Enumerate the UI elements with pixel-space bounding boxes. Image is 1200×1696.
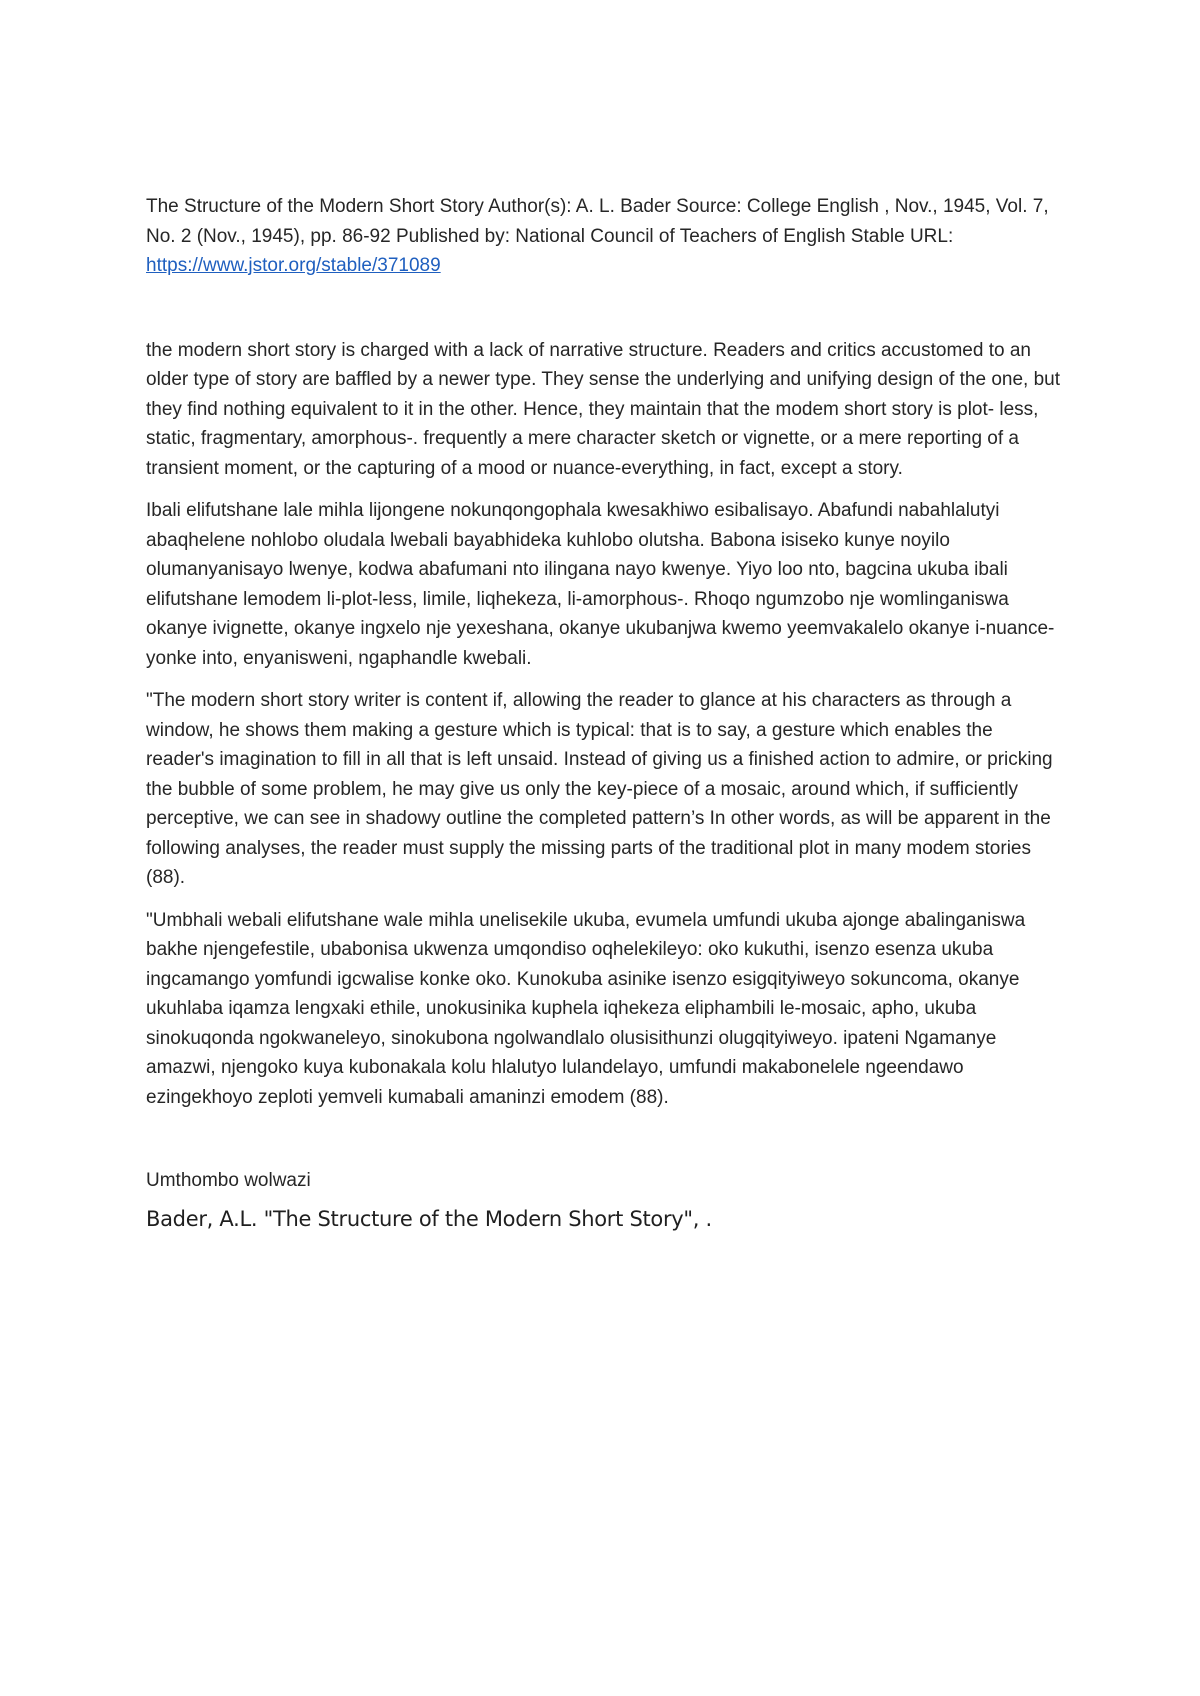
paragraph-english-1: the modern short story is charged with a lack of narrative structure. Readers and critics accustomed to an older type of story are baffled by a newer type. They sense the underlying and unifying design of the one, but they find nothing equivalent to it in the other. Hence, they maintain that the modem short story is plot- less, static, fragmentary, amorphous-. frequently a mere character sketch or vignette, or a mere reporting of a transient moment, or the capturing of a mood or nuance-everything, in fact, except a story. [146,339,1061,479]
reference-entry: Bader, A.L. "The Structure of the Modern Short Story", . [146,1206,712,1231]
citation-block [146,192,1064,281]
paragraph-xhosa-quote: "Umbhali webali elifutshane wale mihla unelisekile ukuba, evumela umfundi ukuba ajonge abalinganiswa bakhe njengefestile, ubabonisa ukwenza umqondiso oqhelekileyo: oko kukuthi, isenzo esenza ukuba ingcamango yomfundi igcwalise konke oko. Kunokuba asinike isenzo esigqityiweyo sokuncoma, okanye ukuhlaba iqamza lengxaki ethile, unokusinika kuphela iqhekeza eliphambili le-mosaic, apho, ukuba sinokuqonda ngokwaneleyo, sinokubona ngolwandlalo olusisithunzi olugqityiweyo. ipateni Ngamanye amazwi, njengoko kuya kubonakala kolu hlalutyo lulandelayo, umfundi makabonelele ngeendawo ezingekhoyo zeploti yemveli kumabali amaninzi emodem (88). [146,909,1026,1108]
stable-url-link[interactable]: https://www.jstor.org/stable/371089 [146,255,441,276]
paragraph-xhosa-1: Ibali elifutshane lale mihla lijongene nokunqongophala kwesakhiwo esibalisayo. Abafundi nabahlalutyi abaqhelene nohlobo oludala lwebali bayabhideka kuhlobo olutsha. Babona isiseko kunye noyilo olumanyanisayo lwenye, kodwa abafumani nto ilingana nayo kwenye. Yiyo loo nto, bagcina ukuba ibali elifutshane lemodem li-plot-less, limile, liqhekeza, li-amorphous-. Rhoqo ngumzobo nje womlinganiswa okanye ivignette, okanye ingxelo nje yexeshana, okanye ukubanjwa kwemo yeemvakalelo okanye i-nuance-yonke into, enyanisweni, ngaphandle kwebali. [146,500,1055,669]
document-page [146,192,1064,1234]
source-heading: Umthombo wolwazi [146,1170,311,1191]
paragraph-english-quote: "The modern short story writer is content if, allowing the reader to glance at his characters as through a window, he shows them making a gesture which is typical: that is to say, a gesture which enables the reader's imagination to fill in all that is left unsaid. Instead of giving us a finished action to admire, or pricking the bubble of some problem, he may give us only the key-piece of a mosaic, around which, if sufficiently perceptive, we can see in shadowy outline the completed pattern’s In other words, as will be apparent in the following analyses, the reader must supply the missing parts of the traditional plot in many modem stories (88). [146,690,1053,888]
citation-text: The Structure of the Modern Short Story Author(s): A. L. Bader Source: College English , Nov., 1945, Vol. 7, No. 2 (Nov., 1945), pp. 86-92 Published by: National Council of Teachers of English Stable URL: [146,196,1049,247]
